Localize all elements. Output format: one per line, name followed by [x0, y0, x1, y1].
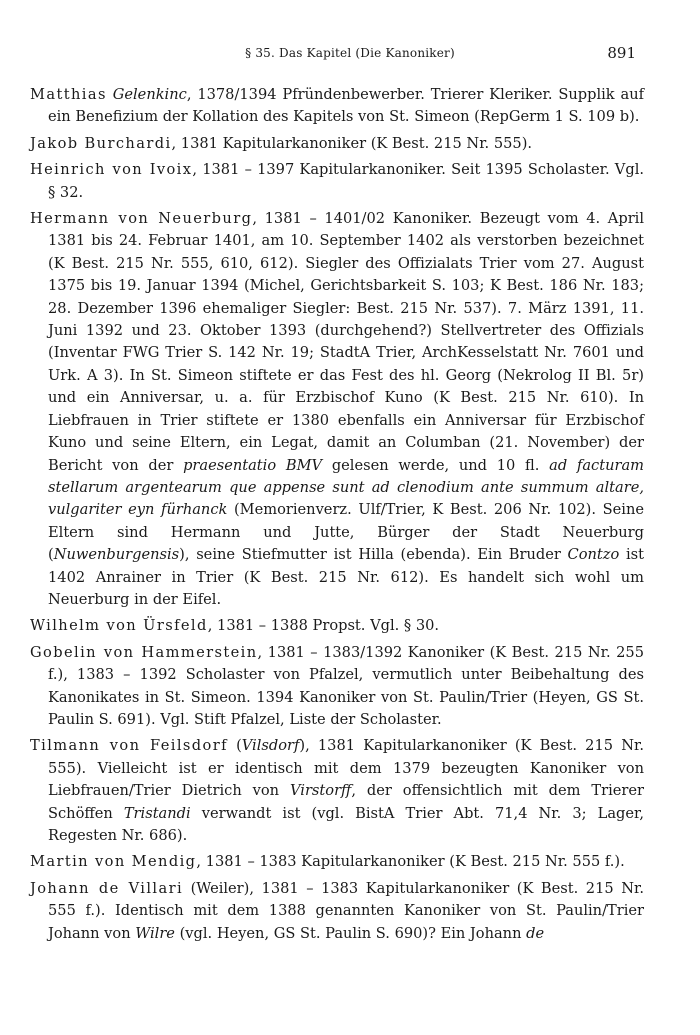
page-number: 891 [607, 44, 636, 62]
entry-text: gelesen werde, und 10 fl. [322, 456, 550, 474]
italic-term: Tristandi [123, 804, 191, 822]
person-name: Martin von Mendig [30, 853, 197, 871]
entry-text: , 1381 – 1383/1392 Kanoniker (K Best. 215 Nr. 255 f.), 1383 – 1392 Scholaster von Pfalzel, vermutlich unter Beibehaltung des Kanonikates in St. Simeon. 1394 Kanoniker von St. Paulin/Trier (Heyen, GS St. Paulin S. 691). Vgl. Stift Pfalzel, Liste der Scholaster. [48, 643, 644, 728]
person-name: Heinrich von Ivoix [30, 161, 193, 179]
entry-text: , 1378/1394 Pfründenbewerber. Trierer Kleriker. Supplik auf ein Benefizium der Kollation des Kapitels von St. Simeon (RepGerm 1 S. 109 b). [48, 86, 644, 126]
person-name: Wilhelm von Ürsfeld [30, 617, 208, 635]
entry-heinrich-von-ivoix [30, 159, 644, 204]
entry-text: , 1381 – 1388 Propst. Vgl. § 30. [207, 617, 440, 635]
entry-text: ), 1381 Kapitularkanoniker (K Best. 215 Nr. 555). Vielleicht ist er identisch mit dem 1379 bezeugten Kanoniker von Liebfrauen/Trier Dietrich von [48, 737, 644, 800]
italic-term: Gelenkinc [112, 86, 187, 103]
entry-gobelin-von-hammerstein [30, 642, 644, 732]
entry-text: ist 1402 Anrainer in Trier (K Best. 215 Nr. 612). Es handelt sich wohl um Neuerburg in der Eifel. [48, 546, 644, 608]
entry-text: , 1381 – 1401/02 Kanoniker. Bezeugt vom 4. April 1381 bis 24. Februar 1401, am 10. September 1402 als verstorben bezeichnet (K Best. 215 Nr. 555, 610, 612). Siegler des Offizialats Trier vom 27. August 1375 bis 19. Januar 1394 (Michel, Gerichtsbarkeit S. 103; K Best. 186 Nr. 183; 28. Dezember 1396 ehemaliger Siegler: Best. 215 Nr. 537). 7. März 1391, 11. Juni 1392 und 23. Oktober 1393 (durchgehend?) Stellvertreter des Offizials (Inventar FWG Trier S. 142 Nr. 19; StadtA Trier, ArchKesselstatt Nr. 7601 und Urk. A 3). In St. Simeon stiftete er das Fest des hl. Georg (Nekrolog II Bl. 5r) und ein Anniversar, u. a. für Erzbischof Kuno (K Best. 215 Nr. 610). In Liebfrauen in Trier stiftete er 1380 ebenfalls ein Anniversar für Erzbischof Kuno und seine Eltern, ein Legat, damit an Columban (21. November) der Bericht von der [48, 210, 645, 474]
entry-text: , 1381 Kapitularkanoniker (K Best. 215 Nr. 555). [171, 134, 533, 152]
person-name: Jakob Burchardi [30, 134, 172, 152]
running-title: § 35. Das Kapitel (Die Kanoniker) [245, 46, 455, 60]
italic-term: Nuwenburgensis [53, 546, 180, 564]
italic-term: praesentatio BMV [183, 456, 323, 474]
entry-text: , der offensichtlich mit dem Trierer Schöffen [48, 782, 644, 822]
entry-list [30, 84, 644, 949]
entry-text: verwandt ist (vgl. BistA Trier Abt. 71,4 Nr. 3; Lager, Regesten Nr. 686). [48, 804, 645, 844]
person-name: Matthias [30, 86, 107, 103]
person-name: Hermann von Neuerburg [30, 210, 253, 228]
italic-term: Wilre [135, 924, 175, 942]
person-name: Johann de Villari [30, 879, 184, 897]
italic-term: Contzo [567, 546, 620, 564]
entry-johann-de-villari [30, 878, 644, 945]
entry-text: (vgl. Heyen, GS St. Paulin S. 690)? Ein Johann [174, 924, 527, 942]
entry-tilmann-von-feilsdorf [30, 735, 644, 847]
entry-text: (Weiler), 1381 – 1383 Kapitularkanoniker (K Best. 215 Nr. 555 f.). Identisch mit dem 1388 genannten Kanoniker von St. Paulin/Trier Johann von [48, 879, 644, 942]
entry-text: (Memorienverz. Ulf/Trier, K Best. 206 Nr. 102). Seine Eltern sind Hermann und Jutte, Bürger der Stadt Neuerburg ( [48, 501, 644, 564]
person-name: Tilmann von Feilsdorf [30, 737, 228, 755]
italic-term: ad facturam stellarum argentearum que appense sunt ad clenodium ante summum altare, vulgariter eyn fürhanck [48, 456, 644, 519]
entry-text: , 1381 – 1383 Kapitularkanoniker (K Best. 215 Nr. 555 f.). [196, 853, 625, 871]
entry-text: ), seine Stiefmutter ist Hilla (ebenda). Ein Bruder [179, 546, 568, 564]
italic-term: de [526, 924, 545, 942]
entry-hermann-von-neuerburg [30, 208, 644, 611]
entry-text: , 1381 – 1397 Kapitularkanoniker. Seit 1395 Scholaster. Vgl. § 32. [48, 161, 644, 201]
entry-martin-von-mendig [30, 851, 644, 873]
italic-term: Virstorff [290, 782, 352, 800]
entry-wilhelm-von-uersfeld [30, 615, 644, 637]
entry-text: ( [227, 737, 242, 755]
running-head [0, 44, 700, 64]
italic-term: Vilsdorf [241, 737, 300, 755]
person-name: Gobelin von Hammerstein [30, 643, 258, 661]
entry-jakob-burchardi [30, 133, 644, 155]
entry-matthias-gelenkinc [30, 84, 644, 129]
